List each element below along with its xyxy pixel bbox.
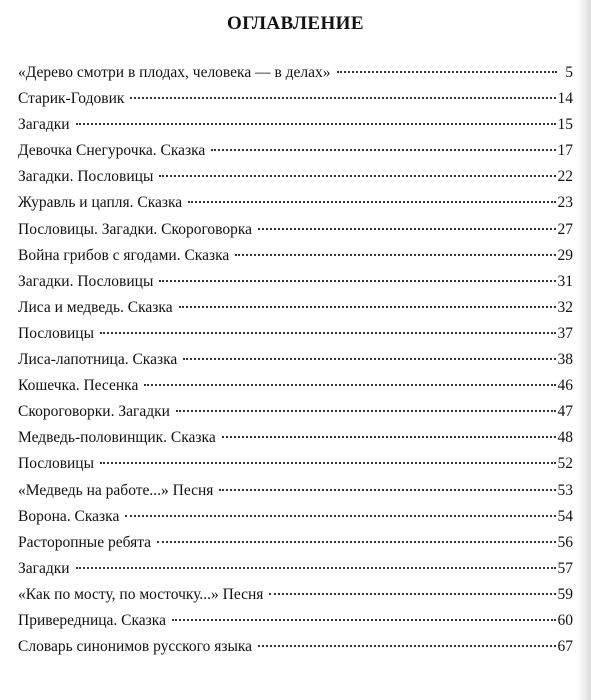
table-of-contents xyxy=(18,64,573,664)
dot-leader xyxy=(219,489,555,491)
toc-entry-title: Медведь-половинщик. Сказка xyxy=(18,429,216,447)
toc-entry xyxy=(18,429,573,455)
dot-leader xyxy=(269,593,555,595)
toc-entry-page-number: 53 xyxy=(557,481,573,499)
toc-entry xyxy=(18,534,573,560)
toc-entry-page-number: 27 xyxy=(557,220,573,238)
toc-entry-title: Загадки xyxy=(18,559,70,577)
toc-entry xyxy=(18,482,573,508)
page-title: ОГЛАВЛЕНИЕ xyxy=(227,13,364,34)
toc-entry xyxy=(18,247,573,273)
toc-entry-title: Расторопные ребята xyxy=(18,533,152,551)
toc-entry-page-number: 23 xyxy=(557,194,573,212)
toc-entry-page-number: 37 xyxy=(557,324,573,342)
toc-entry xyxy=(18,90,573,116)
dot-leader xyxy=(159,280,555,282)
toc-entry xyxy=(18,586,573,612)
toc-entry-title: Пословицы. Загадки. Скороговорка xyxy=(18,220,253,238)
toc-entry-title: Привередница. Сказка xyxy=(18,611,166,629)
dot-leader xyxy=(188,201,555,203)
toc-entry xyxy=(18,299,573,325)
toc-entry-title: Словарь синонимов русского языка xyxy=(18,638,253,656)
dot-leader xyxy=(76,567,556,569)
toc-entry-page-number: 15 xyxy=(557,116,573,134)
toc-entry-title: «Дерево смотри в плодах, человека — в делах» xyxy=(18,64,331,81)
toc-entry-page-number: 60 xyxy=(557,611,573,629)
dot-leader xyxy=(176,410,556,412)
toc-entry xyxy=(18,455,573,481)
toc-entry xyxy=(18,273,573,299)
toc-entry-title: Загадки xyxy=(18,116,70,134)
toc-entry xyxy=(18,351,573,377)
toc-entry-page-number: 54 xyxy=(557,507,573,525)
dot-leader xyxy=(144,384,555,386)
toc-entry-title: Пословицы xyxy=(18,455,95,473)
toc-entry-page-number: 29 xyxy=(557,246,573,264)
toc-entry-title: Ворона. Сказка xyxy=(18,507,120,525)
toc-entry-title: Загадки. Пословицы xyxy=(18,272,154,290)
toc-entry xyxy=(18,560,573,586)
toc-entry-title: Загадки. Пословицы xyxy=(18,168,154,186)
toc-entry-title: Кошечка. Песенка xyxy=(18,377,139,395)
toc-entry-page-number: 46 xyxy=(557,377,573,395)
toc-entry-page-number: 59 xyxy=(557,585,573,603)
toc-entry-page-number: 5 xyxy=(565,64,573,81)
dot-leader xyxy=(179,306,556,308)
toc-entry-page-number: 52 xyxy=(557,455,573,473)
toc-entry-page-number: 14 xyxy=(557,90,573,108)
dot-leader xyxy=(258,645,555,647)
toc-entry xyxy=(18,612,573,638)
dot-leader xyxy=(211,149,555,151)
toc-entry xyxy=(18,403,573,429)
toc-entry-title: «Медведь на работе...» Песня xyxy=(18,481,214,499)
toc-entry-page-number: 17 xyxy=(557,142,573,160)
dot-leader xyxy=(76,123,556,125)
toc-entry xyxy=(18,325,573,351)
dot-leader xyxy=(183,358,555,360)
toc-entry xyxy=(18,221,573,247)
dot-leader xyxy=(222,436,556,438)
toc-entry xyxy=(18,638,573,664)
toc-entry xyxy=(18,64,573,90)
dot-leader xyxy=(258,228,555,230)
dot-leader xyxy=(159,175,555,177)
dot-leader xyxy=(157,541,555,543)
dot-leader xyxy=(100,332,555,334)
toc-entry xyxy=(18,116,573,142)
toc-entry-page-number: 32 xyxy=(557,298,573,316)
toc-entry-page-number: 38 xyxy=(557,351,573,369)
toc-entry-title: Пословицы xyxy=(18,324,95,342)
toc-entry-page-number: 67 xyxy=(557,638,573,656)
toc-entry-title: Лиса и медведь. Сказка xyxy=(18,298,173,316)
dot-leader xyxy=(172,619,556,621)
toc-entry-title: Скороговорки. Загадки xyxy=(18,403,170,421)
dot-leader xyxy=(130,97,555,99)
toc-entry-title: Старик-Годовик xyxy=(18,90,125,108)
toc-entry xyxy=(18,377,573,403)
toc-entry-page-number: 22 xyxy=(557,168,573,186)
toc-entry-page-number: 31 xyxy=(557,272,573,290)
toc-entry-title: «Как по мосту, по мосточку...» Песня xyxy=(18,585,264,603)
toc-entry xyxy=(18,168,573,194)
toc-entry xyxy=(18,194,573,220)
dot-leader xyxy=(235,254,555,256)
toc-entry xyxy=(18,142,573,168)
toc-entry-page-number: 47 xyxy=(557,403,573,421)
toc-entry-title: Война грибов с ягодами. Сказка xyxy=(18,246,230,264)
toc-entry-page-number: 57 xyxy=(557,559,573,577)
page-edge-shadow xyxy=(577,0,591,700)
toc-entry-title: Лиса-лапотница. Сказка xyxy=(18,351,178,369)
toc-entry xyxy=(18,508,573,534)
toc-entry-page-number: 56 xyxy=(557,533,573,551)
dot-leader xyxy=(100,462,555,464)
dot-leader xyxy=(337,71,557,73)
toc-entry-title: Девочка Снегурочка. Сказка xyxy=(18,142,206,160)
toc-entry-title: Журавль и цапля. Сказка xyxy=(18,194,183,212)
dot-leader xyxy=(125,515,555,517)
toc-entry-page-number: 48 xyxy=(557,429,573,447)
